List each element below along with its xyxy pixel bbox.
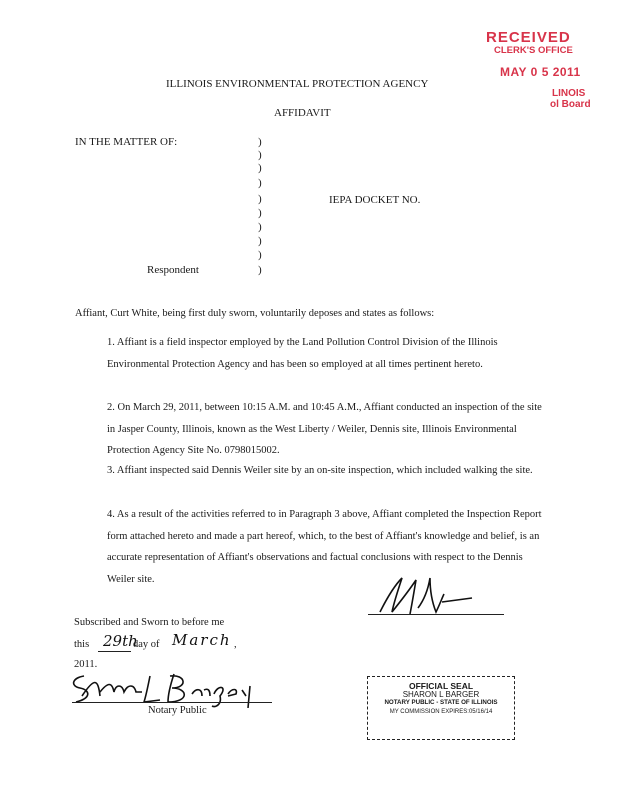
affiant-signature-line xyxy=(368,614,504,615)
paragraph-4: 4. As a result of the activities referred to in Paragraph 3 above, Affiant completed the Inspection Report form attached hereto and made a part hereof, which, to the best of Affiant's knowledge and belief, is an accurate representation of Affiant's observations and factual conclusions with respect to the Dennis Weiler site. xyxy=(107,509,542,585)
caption-bracket: ) xyxy=(258,235,262,247)
received-stamp-date: MAY 0 5 2011 xyxy=(500,65,581,79)
respondent-label: Respondent xyxy=(147,264,199,276)
received-stamp-title: RECEIVED xyxy=(486,29,571,46)
notary-signature-line xyxy=(72,702,272,703)
seal-name: SHARON L BARGER xyxy=(402,689,480,699)
seal-notary-state: NOTARY PUBLIC - STATE OF ILLINOIS xyxy=(384,699,498,706)
month-comma: , xyxy=(234,639,237,650)
in-the-matter-label: IN THE MATTER OF: xyxy=(75,136,178,148)
notary-public-label: Notary Public xyxy=(148,705,207,716)
year-label: 2011. xyxy=(74,659,98,670)
document-title: AFFIDAVIT xyxy=(274,107,331,119)
affiant-intro: Affiant, Curt White, being first duly sworn, voluntarily deposes and states as follows: xyxy=(75,308,435,319)
caption-bracket: ) xyxy=(258,162,262,174)
day-handwritten: 29th xyxy=(103,632,138,650)
seal-commission-expiry: MY COMMISSION EXPIRES:05/16/14 xyxy=(389,708,493,715)
received-stamp-office: CLERK'S OFFICE xyxy=(494,45,573,56)
caption-bracket: ) xyxy=(258,264,262,276)
received-stamp-state: LINOIS xyxy=(552,88,586,99)
docket-label: IEPA DOCKET NO. xyxy=(329,194,421,206)
agency-heading: ILLINOIS ENVIRONMENTAL PROTECTION AGENCY xyxy=(166,78,429,90)
caption-bracket: ) xyxy=(258,249,262,261)
received-stamp-board: ol Board xyxy=(550,99,591,110)
paragraph-2: 2. On March 29, 2011, between 10:15 A.M. and 10:45 A.M., Affiant conducted an inspection of the site in Jasper County, Illinois, known as the West Liberty / Weiler, Dennis site, Illinois Environmental Protection Agency Site No. 0798015002. xyxy=(107,402,542,456)
caption-bracket: ) xyxy=(258,221,262,233)
subscribed-line: Subscribed and Sworn to before me xyxy=(74,617,225,628)
caption-bracket: ) xyxy=(258,149,262,161)
this-label: this xyxy=(74,639,90,650)
seal-title: OFFICIAL SEAL xyxy=(408,681,474,691)
caption-bracket: ) xyxy=(258,177,262,189)
caption-bracket: ) xyxy=(258,193,262,205)
official-seal xyxy=(367,676,515,740)
paragraph-3: 3. Affiant inspected said Dennis Weiler site by an on-site inspection, which included walking the site. xyxy=(107,465,533,476)
day-underline xyxy=(98,651,131,652)
caption-bracket: ) xyxy=(258,207,262,219)
day-of-label: day of xyxy=(133,639,160,650)
caption-bracket: ) xyxy=(258,136,262,148)
paragraph-1: 1. Affiant is a field inspector employed by the Land Pollution Control Division of the Illinois Environmental Protection Agency and has been so employed at all times pertinent hereto. xyxy=(107,337,498,370)
affiant-signature xyxy=(372,572,482,618)
month-handwritten: March xyxy=(172,631,232,649)
